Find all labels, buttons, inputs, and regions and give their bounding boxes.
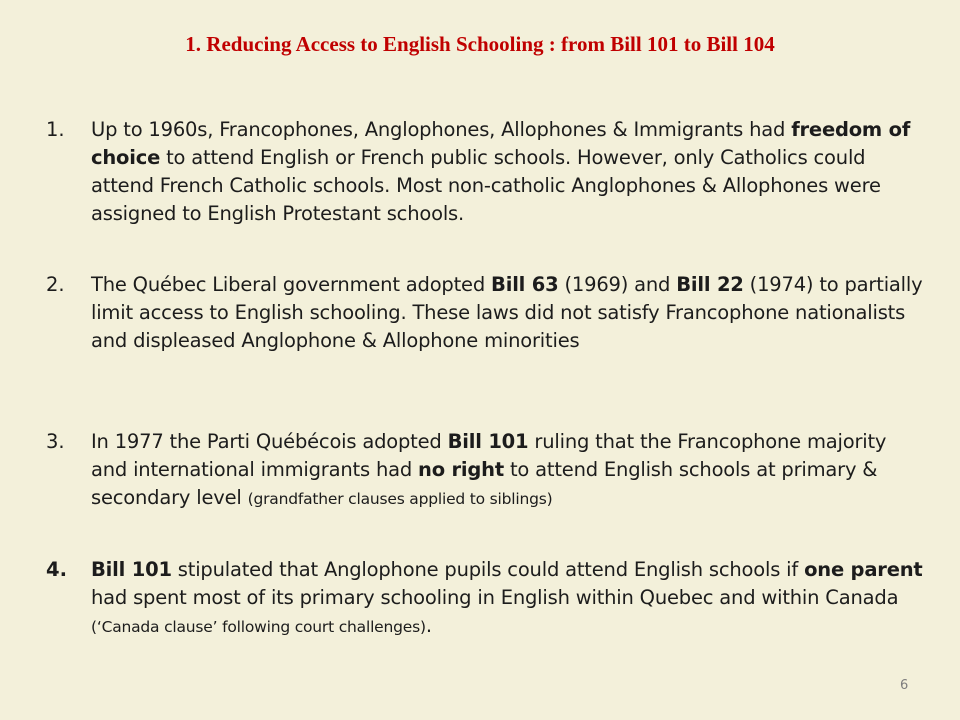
list-item: [46, 428, 926, 513]
item-text-segment: Up to 1960s, Francophones, Anglophones, Allophones & Immigrants had: [91, 118, 792, 141]
list-item-text: [91, 116, 926, 228]
item-bold-segment: no right: [418, 458, 504, 481]
item-text-segment: (1969) and: [558, 273, 677, 296]
item-text-segment: had spent most of its primary schooling in English within Quebec and within Canada: [91, 586, 899, 609]
item-bold-segment: Bill 101: [447, 430, 529, 453]
item-text-segment: stipulated that Anglophone pupils could attend English schools if: [171, 558, 805, 581]
item-text-segment: The Québec Liberal government adopted: [91, 273, 492, 296]
list-item-number: 3.: [46, 430, 65, 453]
list-item-number: 2.: [46, 273, 65, 296]
item-text-segment: (1974) to partially limit access to English schooling. These laws did not satisfy Francophone nationalists and displeased Anglophone & Allophone minorities: [91, 273, 923, 352]
list-item: [46, 556, 926, 641]
list-item-text: [91, 556, 926, 641]
item-bold-segment: one parent: [804, 558, 923, 581]
item-text-segment: .: [425, 614, 432, 637]
item-bold-segment: Bill 63: [491, 273, 559, 296]
item-bold-segment: freedom of choice: [91, 118, 911, 169]
item-text-segment: to attend English schools at primary & secondary level: [91, 458, 878, 509]
item-bold-segment: Bill 101: [91, 558, 172, 581]
list-item-text: [91, 428, 926, 513]
list-item-number: 4.: [46, 558, 67, 581]
slide-title: 1. Reducing Access to English Schooling : from Bill 101 to Bill 104: [185, 32, 775, 56]
item-text-segment: In 1977 the Parti Québécois adopted: [91, 430, 448, 453]
item-text-segment: ruling that the Francophone majority and international immigrants had: [91, 430, 887, 481]
page-number: 6: [900, 678, 909, 693]
item-bold-segment: Bill 22: [676, 273, 744, 296]
list-item-text: [91, 271, 926, 355]
item-small-note: (‘Canada clause’ following court challenges): [91, 618, 426, 636]
item-small-note: (grandfather clauses applied to siblings): [247, 490, 553, 508]
list-item: [46, 271, 926, 355]
item-text-segment: to attend English or French public schools. However, only Catholics could attend French Catholic schools. Most non-catholic Anglophones & Allophones were assigned to English Protestant schools.: [91, 146, 881, 225]
list-item: [46, 116, 926, 228]
list-item-number: 1.: [46, 118, 65, 141]
